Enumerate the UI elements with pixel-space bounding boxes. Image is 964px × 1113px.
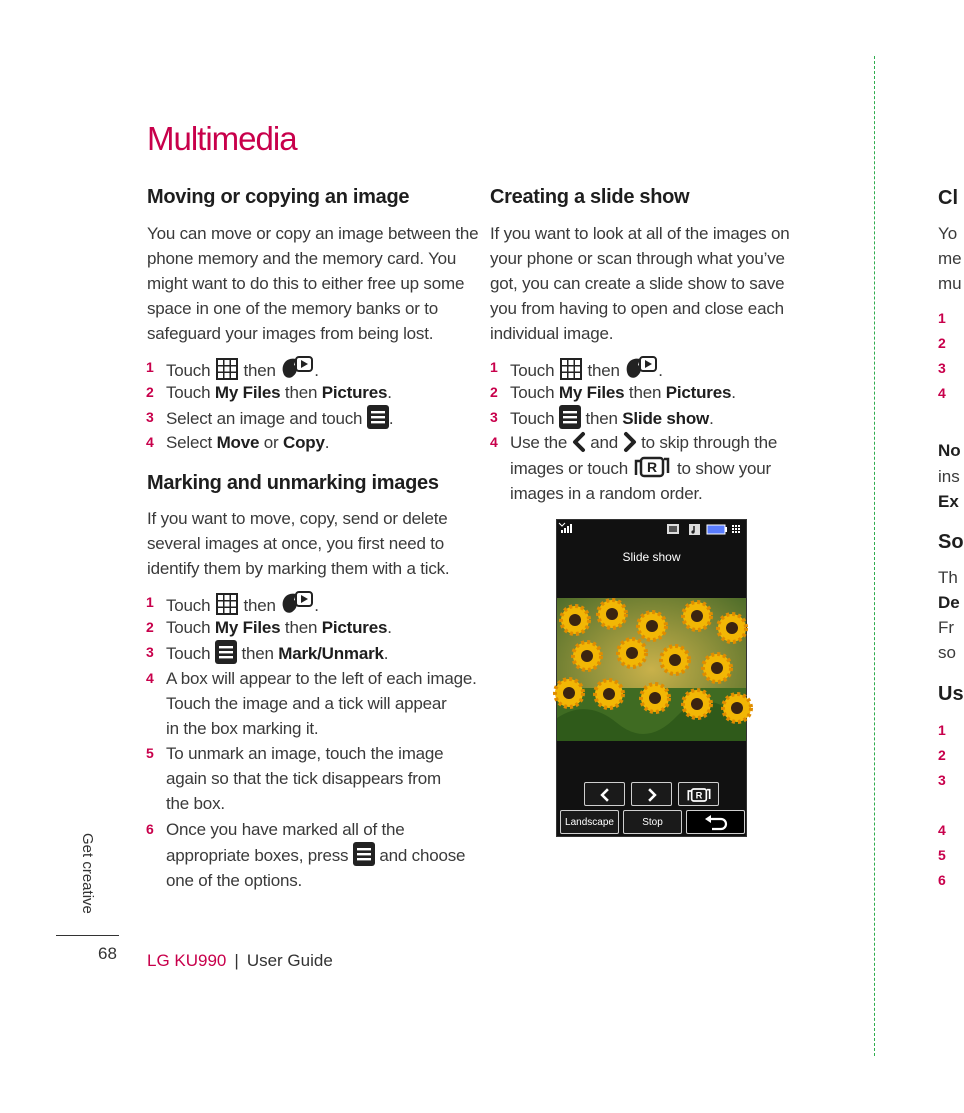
marking-step-3: 3 Touch then Mark/Unmark. [166, 640, 388, 666]
random-order-icon [685, 787, 713, 803]
multimedia-icon [624, 355, 658, 381]
cut-heading-2: So [938, 531, 964, 553]
options-menu-icon [367, 405, 389, 429]
footer-separator: | [234, 951, 239, 970]
section-side-label: Get creative [79, 833, 96, 914]
cut-text: Ex [938, 492, 959, 511]
options-menu-icon [215, 640, 237, 664]
options-menu-icon [559, 405, 581, 429]
cut-text: Fr [938, 618, 955, 637]
cut-step-number: 5 [938, 847, 946, 863]
cut-text: Th [938, 568, 958, 587]
heading-moving-copying: Moving or copying an image [147, 186, 410, 208]
slideshow-intro-paragraph: If you want to look at all of the images on your phone or scan through what you’ve got, you can create a slide show to save you from having to open and close each individual image. [490, 224, 790, 343]
heading-slide-show: Creating a slide show [490, 186, 690, 208]
cut-heading-3: Us [938, 683, 964, 705]
cut-heading-1: Cl [938, 187, 958, 209]
footer-text: User Guide [246, 951, 333, 970]
cut-text: mu [938, 274, 962, 293]
footer-rule [56, 935, 119, 936]
marking-step-6: 6 Once you have marked all of the appropriate boxes, press and choose one of the options. [146, 820, 466, 890]
music-icon [689, 524, 700, 535]
phone-screenshot [556, 519, 747, 837]
cut-step-number: 3 [938, 360, 946, 376]
slideshow-step-1: 1 Touch then . [510, 355, 663, 383]
page-title: Multimedia [147, 120, 297, 157]
battery-icon [707, 525, 727, 534]
stop-button[interactable]: Stop [623, 810, 682, 834]
next-page-column-cut [938, 0, 964, 1113]
moving-step-1: 1 Touch then . [166, 355, 319, 383]
cut-step-number: 4 [938, 822, 946, 838]
cut-text: so [938, 643, 956, 662]
cut-text: Yo [938, 224, 958, 243]
marking-step-1: 1 Touch then . [166, 590, 319, 618]
chevron-right-icon [623, 431, 637, 453]
back-arrow-icon [703, 815, 729, 831]
cut-text: No [938, 441, 961, 460]
cut-text: ins [938, 467, 960, 486]
page-number: 68 [98, 944, 117, 963]
chevron-right-icon [645, 787, 659, 803]
back-button[interactable] [686, 810, 745, 834]
signal-icon [559, 523, 572, 533]
slideshow-step-2: 2 Touch My Files then Pictures. [490, 383, 736, 402]
page-guide-line [874, 56, 875, 1056]
slideshow-step-4: 4 Use the and to skip through the images or touch R to show your images in a random order. [490, 433, 778, 503]
screen-title: Slide show [622, 550, 681, 564]
cut-step-number: 3 [938, 772, 946, 788]
multimedia-icon [280, 590, 314, 616]
sunflower-photo [557, 598, 746, 741]
moving-step-2: 2 Touch My Files then Pictures. [146, 383, 392, 402]
marking-intro-paragraph: If you want to move, copy, send or delete several images at once, you first need to identify them by marking them with a tick. [147, 509, 450, 578]
cut-step-number: 2 [938, 747, 946, 763]
heading-marking: Marking and unmarking images [147, 472, 439, 494]
chevron-left-icon [572, 431, 586, 453]
status-bar [557, 520, 746, 538]
cut-step-number: 1 [938, 722, 946, 738]
grid-menu-icon [215, 592, 239, 616]
marking-step-5: 5 To unmark an image, touch the image again so that the tick disappears from the box. [146, 744, 444, 813]
cut-step-number: 4 [938, 385, 946, 401]
moving-step-4: 4 Select Move or Copy. [146, 433, 330, 452]
previous-image-button[interactable] [584, 782, 625, 806]
cut-step-number: 2 [938, 335, 946, 351]
next-image-button[interactable] [631, 782, 672, 806]
random-order-icon [632, 455, 672, 479]
moving-step-3: 3 Select an image and touch . [166, 405, 393, 431]
grid-menu-icon [215, 357, 239, 381]
grid-menu-icon [559, 357, 583, 381]
cut-step-number: 1 [938, 310, 946, 326]
grid-status-icon [732, 525, 740, 533]
multimedia-icon [280, 355, 314, 381]
message-icon [667, 524, 679, 534]
marking-step-2: 2 Touch My Files then Pictures. [146, 618, 392, 637]
footer [147, 951, 333, 971]
random-order-button[interactable] [678, 782, 719, 806]
svg-text:R: R [695, 790, 702, 801]
chevron-left-icon [598, 787, 612, 803]
svg-text:R: R [647, 459, 658, 475]
cut-step-number: 6 [938, 872, 946, 888]
landscape-button[interactable]: Landscape [560, 810, 619, 834]
cut-text: De [938, 593, 960, 612]
slideshow-step-3: 3 Touch then Slide show. [510, 405, 714, 431]
footer-brand: LG KU990 [147, 951, 227, 970]
options-menu-icon [353, 842, 375, 866]
marking-step-4: 4 A box will appear to the left of each image. Touch the image and a tick will appear in the box marking it. [146, 669, 477, 738]
cut-text: me [938, 249, 962, 268]
moving-intro-paragraph: You can move or copy an image between the phone memory and the memory card. You might want to do this to either free up some space in one of the memory banks or to safeguard your images from being lost. [147, 224, 479, 343]
